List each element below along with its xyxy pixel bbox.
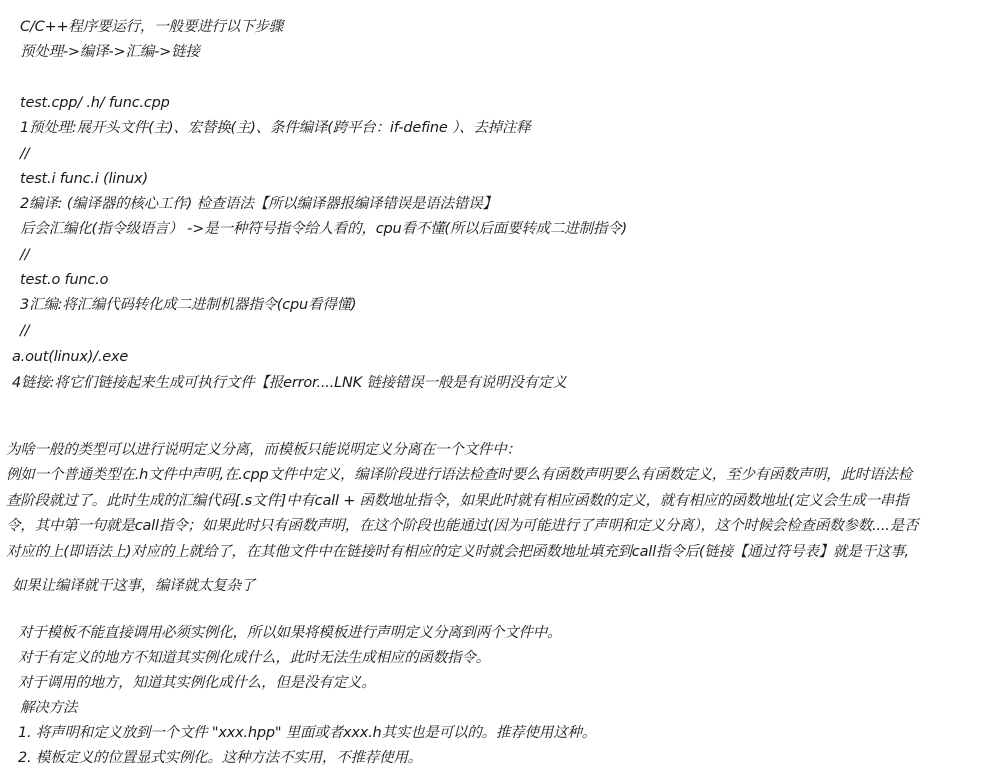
step-preprocess: 1预处理:展开头文件(主)、宏替换(主)、条件编译(跨平台：if-define ）、去掉注释 (20, 120, 531, 136)
explanation-line-5: 如果让编译就干这事，编译就太复杂了 (12, 578, 256, 594)
template-reason-3: 对于调用的地方，知道其实例化成什么，但是没有定义。 (18, 675, 376, 691)
pipeline-summary: 预处理->编译->汇编->链接 (20, 44, 200, 60)
separator-slashes: // (20, 146, 30, 162)
question-heading: 为啥一般的类型可以进行说明定义分离，而模板只能说明定义分离在一个文件中： (6, 442, 521, 458)
explanation-line-2: 查阶段就过了。此时生成的汇编代码[.s文件]中有call + 函数地址指令，如果此时就有相应函数的定义，就有相应的函数地址(定义会生成一串指 (6, 493, 909, 509)
step-compile: 2编译: (编译器的核心工作) 检查语法【所以编译器报编译错误是语法错误】 (20, 196, 497, 212)
source-files-line: test.cpp/ .h/ func.cpp (20, 95, 170, 111)
step-link: 4链接:将它们链接起来生成可执行文件【报error....LNK 链接错误一般是有说明没有定义 (12, 375, 567, 391)
explanation-line-1: 例如一个普通类型在.h文件中声明,在.cpp文件中定义，编译阶段进行语法检查时要么有函数声明要么有函数定义，至少有函数声明，此时语法检 (6, 467, 912, 483)
step-compile-detail: 后会汇编化(指令级语言） ->是一种符号指令给人看的，cpu看不懂(所以后面要转成二进制指令) (20, 221, 627, 237)
separator-slashes: // (20, 247, 30, 263)
template-reason-2: 对于有定义的地方不知道其实例化成什么，此时无法生成相应的函数指令。 (18, 650, 490, 666)
object-files-line: test.o func.o (20, 272, 109, 288)
solution-heading: 解决方法 (20, 700, 78, 716)
explanation-line-4: 对应的上(即语法上)对应的上就给了，在其他文件中在链接时有相应的定义时就会把函数地址填充到call指令后(链接【通过符号表】就是干这事, (6, 544, 909, 560)
heading-compile-steps: C/C++程序要运行，一般要进行以下步骤 (20, 19, 283, 35)
step-assemble: 3汇编:将汇编代码转化成二进制机器指令(cpu看得懂) (20, 297, 357, 313)
solution-2: 2. 模板定义的位置显式实例化。这种方法不实用，不推荐使用。 (18, 750, 422, 766)
preprocessed-files-line: test.i func.i (linux) (20, 171, 148, 187)
solution-1: 1. 将声明和定义放到一个文件 "xxx.hpp" 里面或者xxx.h其实也是可以的。推荐使用这种。 (18, 725, 596, 741)
template-reason-1: 对于模板不能直接调用必须实例化，所以如果将模板进行声明定义分离到两个文件中。 (18, 625, 562, 641)
separator-slashes: // (20, 323, 30, 339)
explanation-line-3: 令，其中第一句就是call指令；如果此时只有函数声明，在这个阶段也能通过(因为可能进行了声明和定义分离），这个时候会检查函数参数....是否 (6, 518, 919, 534)
executable-line: a.out(linux)/.exe (12, 349, 129, 365)
